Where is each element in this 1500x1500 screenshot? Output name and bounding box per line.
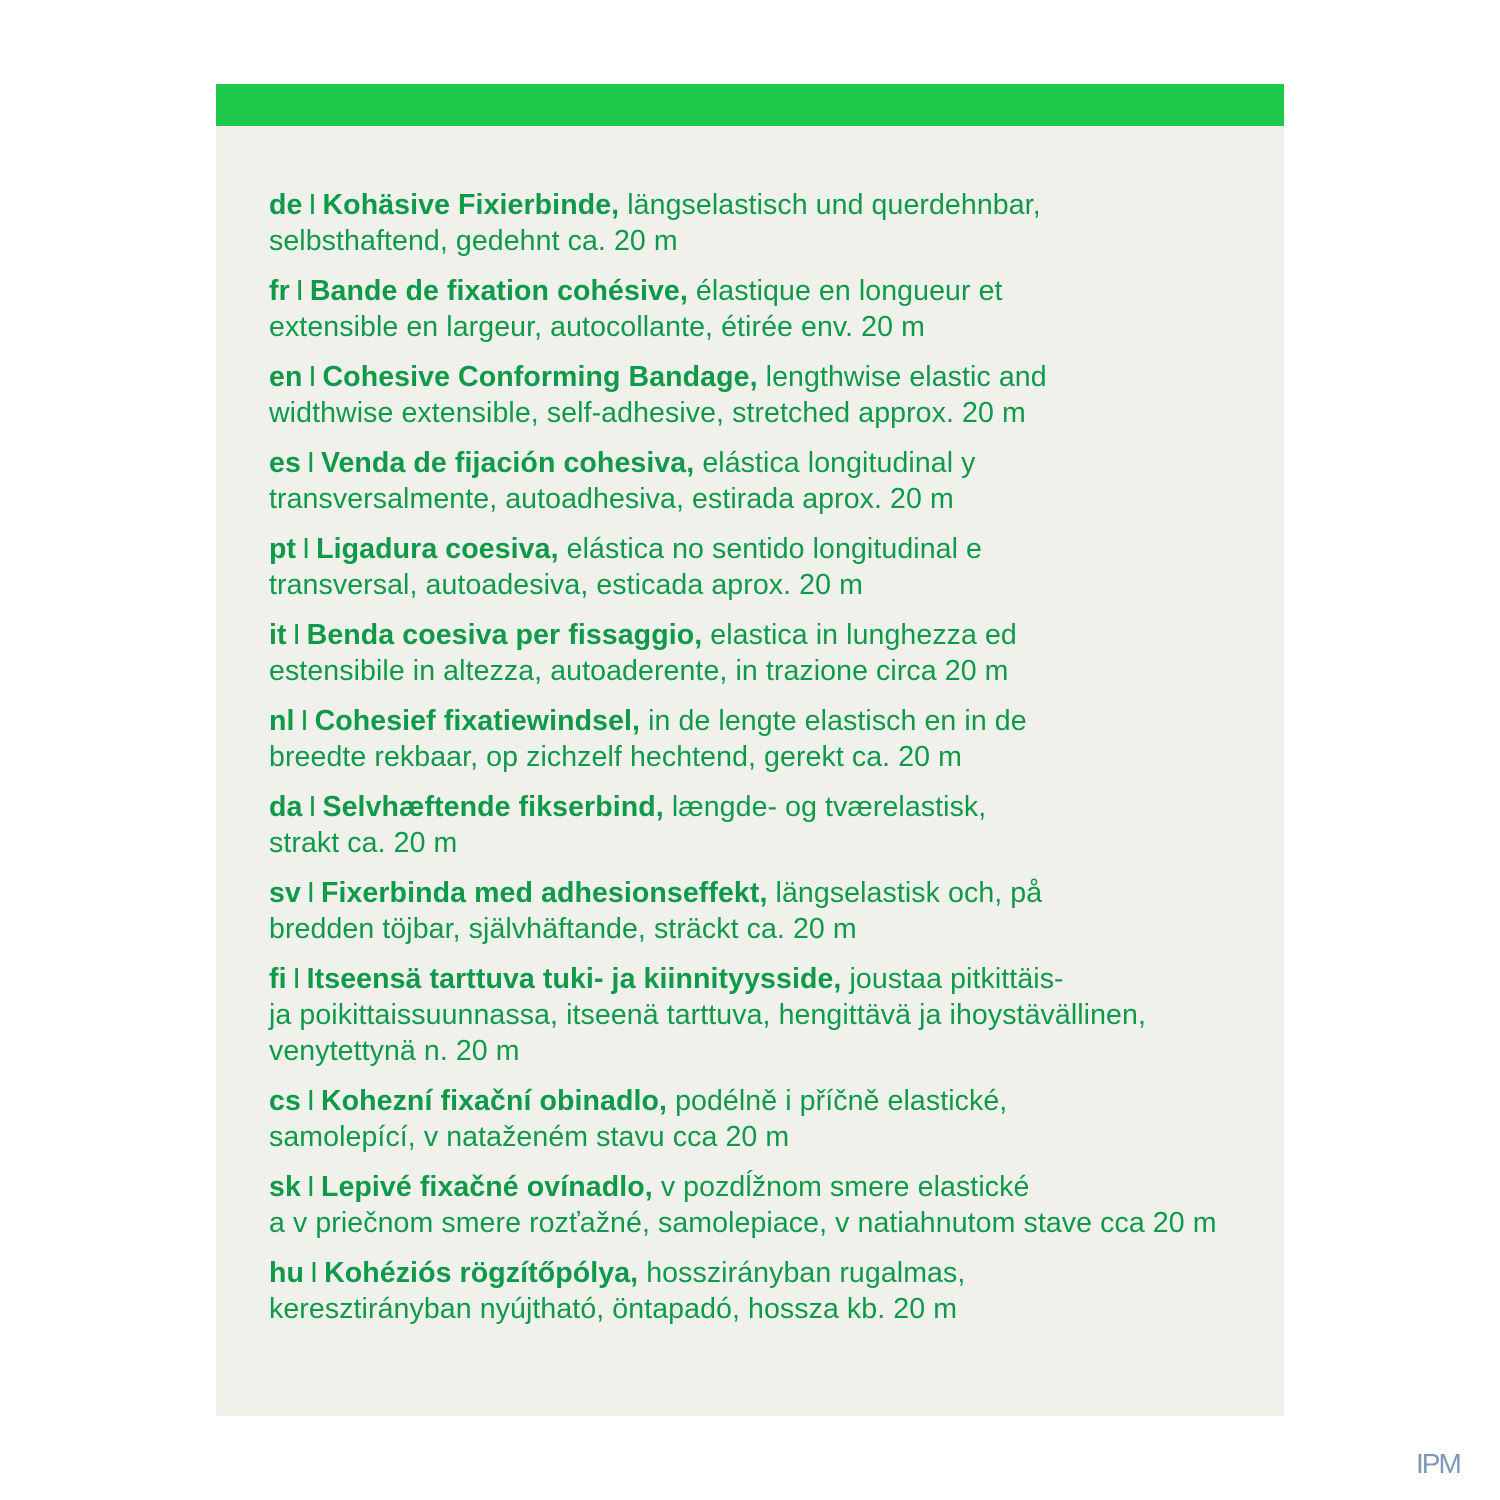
entry-cs [269,1083,1269,1155]
language-descriptions [269,187,1269,1341]
product-name: Itseensä tarttuva tuki- ja kiinnityysside, [306,963,842,995]
entry-de [269,187,1269,259]
description-continued: selbsthaftend, gedehnt ca. 20 m [269,225,678,257]
separator: I [302,533,311,565]
entry-pt [269,531,1269,603]
entry-it [269,617,1269,689]
language-code: sv [269,877,301,909]
language-code: cs [269,1085,301,1117]
description-continued: strakt ca. 20 m [269,827,458,859]
separator: I [306,1085,315,1117]
description: elástica longitudinal y [702,447,976,479]
description: élastique en longueur et [695,275,1003,307]
separator: I [306,877,315,909]
description: podélně i příčně elastické, [675,1085,1008,1117]
description-continued: breedte rekbaar, op zichzelf hechtend, gerekt ca. 20 m [269,741,962,773]
separator: I [295,275,304,307]
product-name: Ligadura coesiva, [316,533,559,565]
separator: I [306,1171,315,1203]
product-name: Kohäsive Fixierbinde, [322,189,620,221]
language-code: hu [269,1257,305,1289]
product-name: Kohezní fixační obinadlo, [320,1085,668,1117]
description: lengthwise elastic and [765,361,1047,393]
description-continued: transversalmente, autoadhesiva, estirada aprox. 20 m [269,483,954,515]
description: hosszirányban rugalmas, [646,1257,966,1289]
separator: I [308,791,317,823]
description-continued: bredden töjbar, självhäftande, sträckt ca. 20 m [269,913,857,945]
product-name: Lepivé fixačné ovínadlo, [320,1171,653,1203]
separator: I [292,619,301,651]
ipm-watermark-logo: IPM [1416,1448,1460,1479]
entry-da [269,789,1269,861]
description-continued: widthwise extensible, self-adhesive, stretched approx. 20 m [269,397,1026,429]
description-continued: samolepící, v nataženém stavu cca 20 m [269,1121,790,1153]
description: in de lengte elastisch en in de [648,705,1027,737]
entry-fi [269,961,1269,1069]
product-label-panel [216,84,1284,1416]
language-code: pt [269,533,297,565]
entry-es [269,445,1269,517]
description-continued: extensible en largeur, autocollante, étirée env. 20 m [269,311,925,343]
language-code: de [269,189,303,221]
product-name: Cohesive Conforming Bandage, [322,361,758,393]
description: längselastisk och, på [775,877,1043,909]
language-code: fr [269,275,290,307]
entry-fr [269,273,1269,345]
description: elastica in lunghezza ed [710,619,1017,651]
language-code: fi [269,963,287,995]
product-name: Cohesief fixatiewindsel, [314,705,641,737]
language-code: en [269,361,303,393]
description: længde- og tværelastisk, [671,791,987,823]
product-name: Selvhæftende fikserbind, [322,791,664,823]
entry-sv [269,875,1269,947]
description: elástica no sentido longitudinal e [566,533,982,565]
description: längselastisch und querdehnbar, [627,189,1041,221]
description-continued: ja poikittaissuunnassa, itseenä tarttuva, hengittävä ja ihoystävällinen, venytettynä n. 20 m [269,999,1146,1067]
green-header-bar [216,84,1284,126]
separator: I [306,447,315,479]
entry-nl [269,703,1269,775]
description-continued: a v priečnom smere rozťažné, samolepiace, v natiahnutom stave cca 20 m [269,1207,1217,1239]
product-name: Fixerbinda med adhesionseffekt, [320,877,768,909]
description-continued: keresztirányban nyújtható, öntapadó, hossza kb. 20 m [269,1293,958,1325]
product-name: Benda coesiva per fissaggio, [306,619,703,651]
separator: I [308,361,317,393]
separator: I [300,705,309,737]
description-continued: estensibile in altezza, autoaderente, in trazione circa 20 m [269,655,1009,687]
separator: I [308,189,317,221]
product-name: Bande de fixation cohésive, [309,275,688,307]
product-name: Venda de fijación cohesiva, [320,447,695,479]
entry-en [269,359,1269,431]
language-code: sk [269,1171,301,1203]
description: joustaa pitkittäis- [849,963,1064,995]
entry-sk [269,1169,1269,1241]
description: v pozdĺžnom smere elastické [660,1171,1030,1203]
language-code: nl [269,705,295,737]
description-continued: transversal, autoadesiva, esticada aprox. 20 m [269,569,863,601]
language-code: it [269,619,287,651]
product-name: Kohéziós rögzítőpólya, [324,1257,639,1289]
entry-hu [269,1255,1269,1327]
separator: I [292,963,301,995]
separator: I [310,1257,319,1289]
language-code: es [269,447,301,479]
language-code: da [269,791,303,823]
